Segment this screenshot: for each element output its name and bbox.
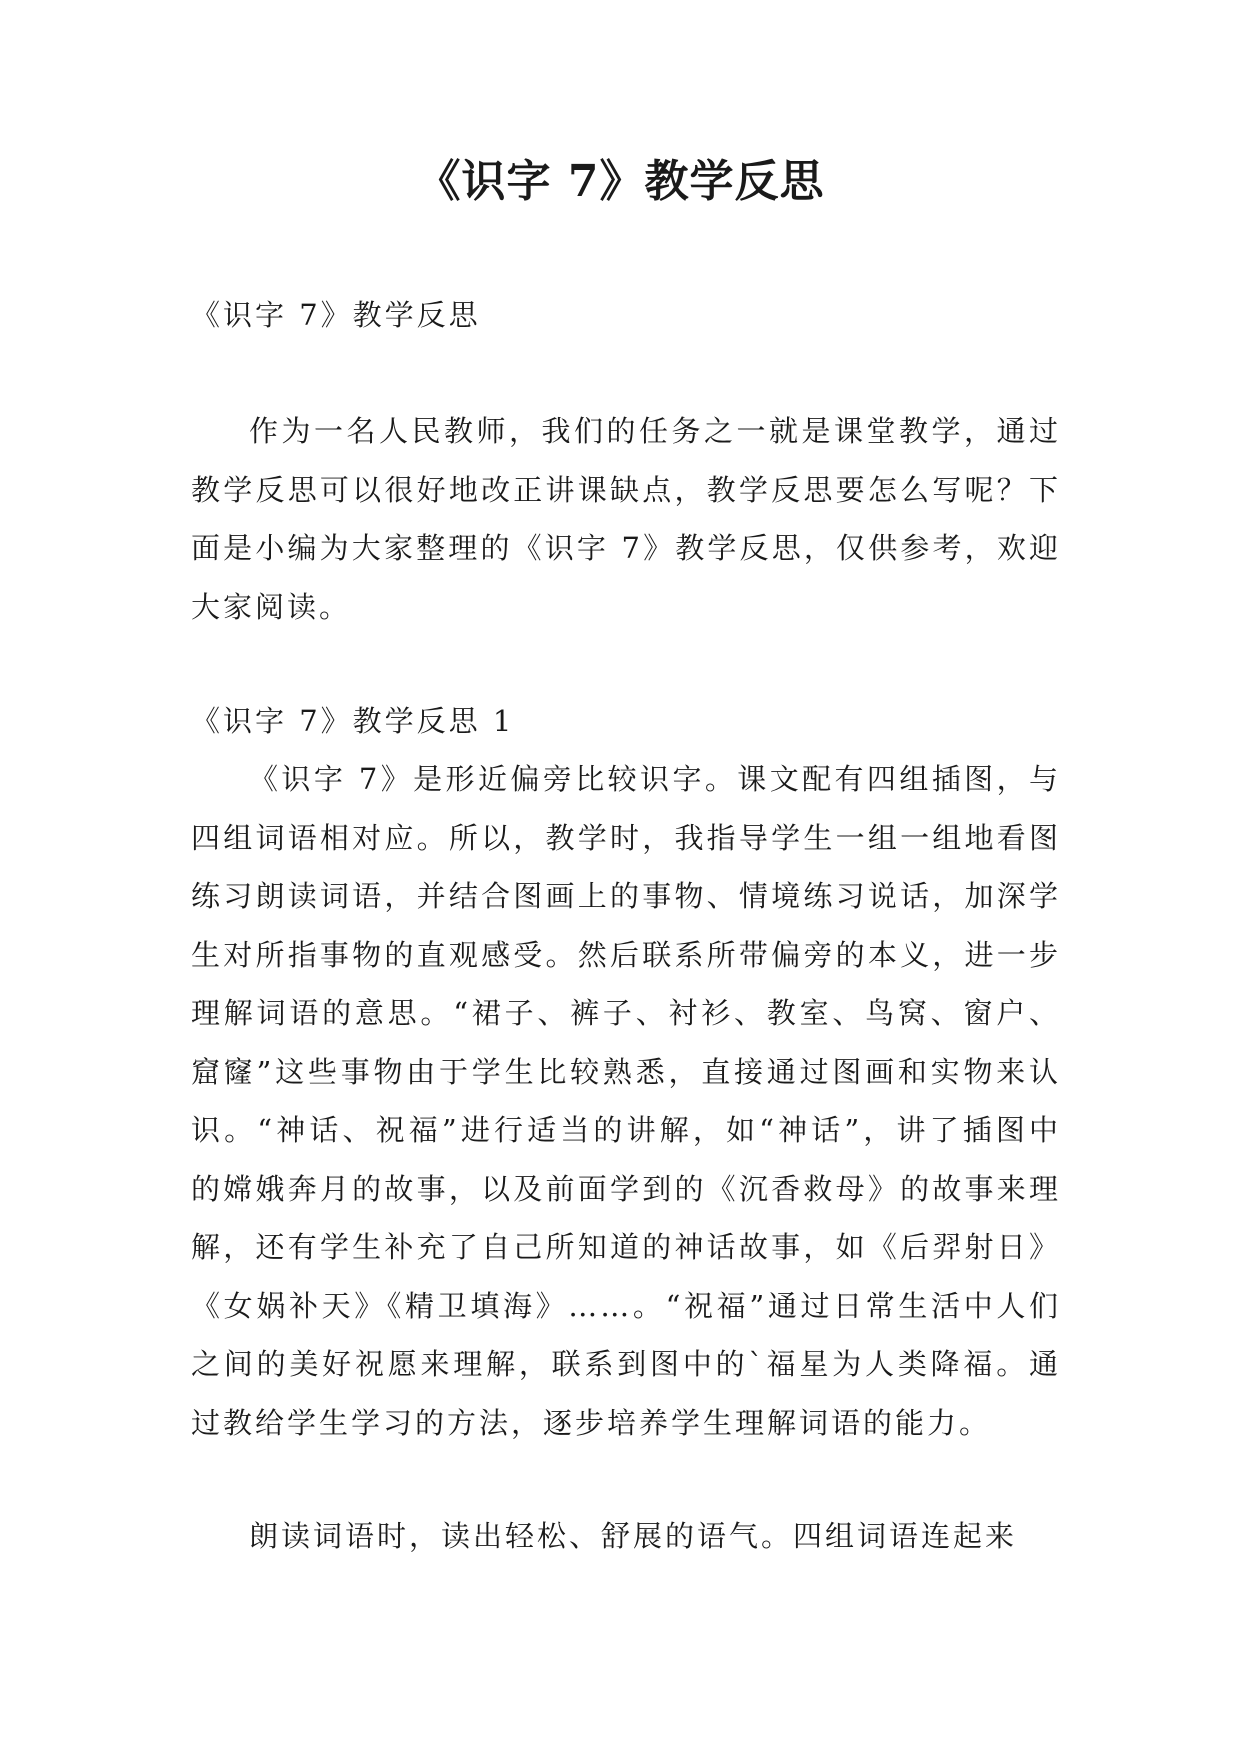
- body-paragraph: 朗读词语时，读出轻松、舒展的语气。四组词语连起来: [249, 1519, 1018, 1553]
- document-subtitle: 《识字 7》教学反思: [191, 298, 481, 332]
- section-heading: 《识字 7》教学反思 1: [191, 704, 515, 738]
- document-title: 《识字 7》教学反思: [416, 156, 825, 207]
- intro-paragraph: 作为一名人民教师，我们的任务之一就是课堂教学，通过教学反思可以很好地改正讲课缺点，教学反思要怎么写呢？下面是小编为大家整理的《识字 7》教学反思，仅供参考，欢迎大家阅读。: [191, 414, 1061, 624]
- body-paragraph: 《识字 7》是形近偏旁比较识字。课文配有四组插图，与四组词语相对应。所以，教学时，我指导学生一组一组地看图练习朗读词语，并结合图画上的事物、情境练习说话，加深学生对所指事物的直观感受。然后联系所带偏旁的本义，进一步理解词语的意思。“裙子、裤子、衬衫、教室、鸟窝、窗户、窟窿”这些事物由于学生比较熟悉，直接通过图画和实物来认识。“神话、祝福”进行适当的讲解，如“神话”，讲了插图中的嫦娥奔月的故事，以及前面学到的《沉香救母》的故事来理解，还有学生补充了自己所知道的神话故事，如《后羿射日》《女娲补天》《精卫填海》……。“祝福”通过日常生活中人们之间的美好祝愿来理解，联系到图中的`福星为人类降福。通过教给学生学习的方法，逐步培养学生理解词语的能力。: [191, 762, 1061, 1440]
